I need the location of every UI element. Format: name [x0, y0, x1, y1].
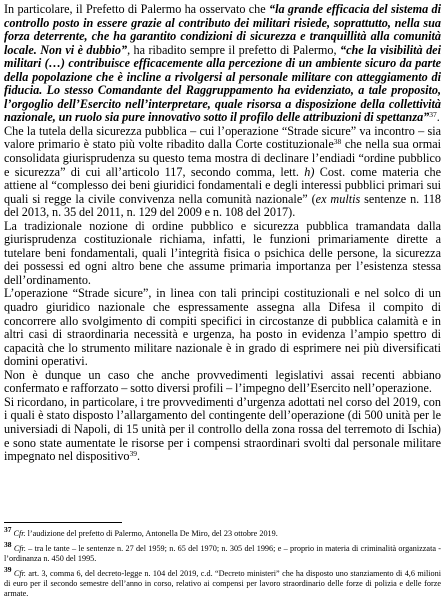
text-span: In particolare, il Prefetto di Palermo ha osservato che	[4, 2, 269, 16]
footnote-37	[4, 525, 441, 539]
footnote-ref-37[interactable]: 37	[429, 110, 437, 120]
footnote-text: – tra le tante – le sentenze n. 27 del 1959; n. 65 del 1970; n. 305 del 1996; e – proprio in materia di criminalità organizzata - l’ordinanza n. 450 del 1995.	[4, 543, 442, 564]
paragraph-urgent-measures	[4, 396, 441, 464]
paragraph-traditional-notion: La tradizionale nozione di ordine pubblico e sicurezza pubblica tramandata dalla giurisprudenza costituzionale richiama, infatti, le funzioni primariamente dirette a tutelare beni fondamentali, quali l’integrità fisica o psichica delle persone, la sicurezza dei possessi ed ogni altro bene che assume primaria importanza per l’esistenza stessa dell’ordinamento.	[4, 218, 441, 287]
footnote-text: art. 3, comma 6, del decreto-legge n. 104 del 2019, c.d. “Decreto ministeri” che ha disposto uno stanziamento di 4,6 milioni di euro per il secondo semestre dell’anno in corso, relativo ai compensi per lavoro straordinario delle forze di polizia e delle forze armate.	[4, 568, 441, 599]
paragraph-recent-provisions: Non è dunque un caso che anche provvedimenti legislativi assai recenti abbiano confermato e rafforzato – sotto diversi profili – l’impegno dell’Esercito nell’operazione.	[4, 367, 441, 396]
italic-span: ex multis	[315, 191, 361, 206]
footnote-text: l’audizione del prefetto di Palermo, Antonella De Miro, del 23 ottobre 2019.	[25, 529, 278, 538]
cf-abbrev: Cfr.	[13, 543, 26, 553]
quote-span: “che la visibilità dei militari (…) contribuisce efficacemente alla percezione di un ambiente sicuro da parte della popolazione che è incline a rivolgersi al personale militare con atteggiamento di fiducia. Lo stesso Comandante del Raggruppamento ha evidenziato, a tale proposito, l’orgoglio dell’Esercito nell’interpretare, quale risorsa a disposizione della collettività nazionale, un ruolo sia pure innovativo sotto il profilo delle attribuzioni di spettanza”	[4, 42, 441, 125]
footnote-ref-39[interactable]: 39	[129, 449, 138, 459]
footnotes	[4, 525, 442, 600]
text-span: , ha ribadito sempre il prefetto di Palermo,	[127, 42, 340, 57]
cf-abbrev: Cfr.	[13, 568, 26, 578]
footnote-number: 38	[4, 539, 12, 549]
cf-abbrev: Cfr.	[13, 529, 26, 538]
italic-span: h)	[304, 164, 315, 179]
footnote-39	[4, 564, 441, 600]
paragraph-strade-sicure: L’operazione “Strade sicure”, in linea con tali principi costituzionali e nel solco di un quadro giuridico nazionale che espressamente assegna alla Difesa il compito di concorrere allo svolgimento di compiti specifici in circostanze di pubblica calamità e in altri casi di straordinaria necessità e urgenza, ha posto in evidenza l’ampio spettro di capacità che lo strumento militare nazionale è in grado di esprimere nei più diversificati domini operativi.	[4, 286, 441, 369]
text-span: Cost. come materia che attiene al “complesso dei beni giuridici fondamentali e degli interessi pubblici primari sui quali si regge la civile convivenza nella comunità nazionale” (	[4, 164, 441, 206]
footnote-number: 37	[4, 525, 12, 534]
text-span: Che la tutela della sicurezza pubblica – cui l’operazione “Strade sicure” va incontro – sia valore primario è stato più volte ribadito dalla Corte costituzionale	[4, 123, 441, 152]
text-span: Si ricordano, in particolare, i tre provvedimenti d’urgenza adottati nel corso del 2019, con i quali è stato disposto l’allargamento del contingente dell’operazione (di 500 unità per le universiadi di Napoli, di 15 unità per il controllo della zona rossa del terremoto di Ischia) e sono state aumentate le risorse per i compensi straordinari svolti dal personale militare impegnato nel dispositivo	[4, 394, 441, 464]
footnote-separator	[4, 522, 122, 523]
document-body	[4, 3, 441, 464]
text-span: sentenze n. 118 del 2013, n. 35 del 2011, n. 129 del 2009 e n. 108 del 2017).	[4, 191, 442, 220]
footnote-38	[4, 539, 442, 565]
footnote-number: 39	[4, 564, 12, 574]
text-span: che nella sua ormai consolidata giurisprudenza su questo tema mostra di declinare l’endiadi “ordine pubblico e sicurezza” di cui all’articolo 117, secondo comma, lett.	[4, 137, 441, 179]
paragraph-public-security	[4, 125, 441, 220]
quote-span: “la grande efficacia del sistema di controllo posto in essere grazie al contributo dei militari risiede, soprattutto, nella sua forza deterrente, che ha garantito condizioni di sicurezza e tranquillità alla comunità locale. Non vi è dubbio”	[4, 2, 441, 57]
paragraph-prefect-quote	[4, 3, 441, 125]
footnote-ref-38[interactable]: 38	[333, 137, 342, 147]
text-span: .	[137, 449, 141, 464]
text-span: .	[436, 110, 440, 125]
